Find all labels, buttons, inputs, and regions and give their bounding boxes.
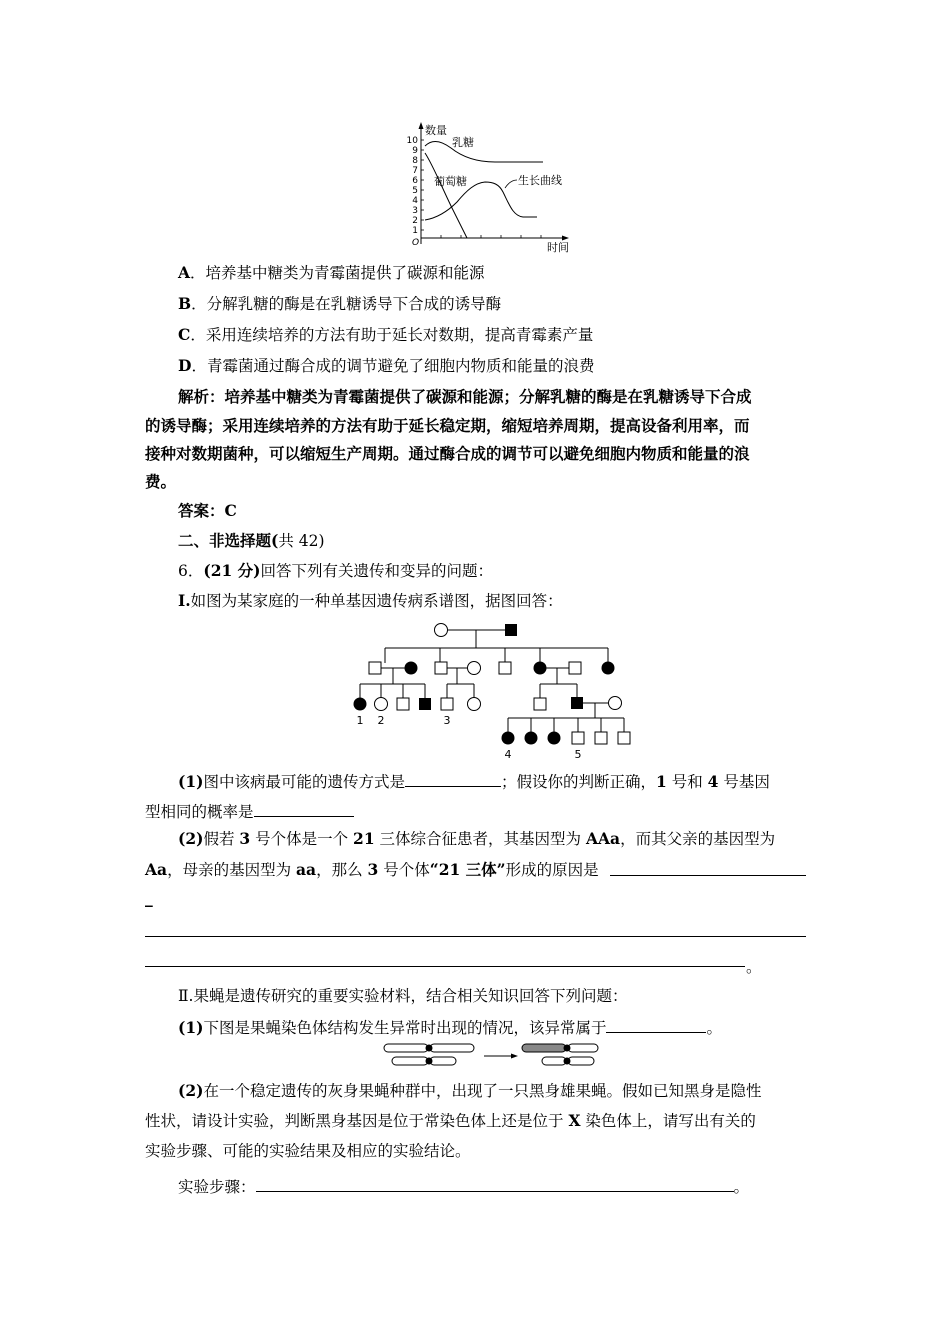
answer-blank-inheritance[interactable] <box>405 770 501 787</box>
answer-blank-steps[interactable] <box>256 1175 734 1192</box>
lactose-label: 乳糖 <box>452 136 474 149</box>
option-text: ．青霉菌通过酶合成的调节避免了细胞内物质和能量的浪费 <box>191 357 595 375</box>
sub-text: 形成的原因是 <box>505 861 599 879</box>
sub-number: (2) <box>178 1081 204 1100</box>
q-score: (21 分) <box>203 561 261 580</box>
p2-q2-line3 <box>145 1141 810 1161</box>
part2-intro <box>178 986 843 1006</box>
unaffected-male <box>441 698 453 710</box>
sub-num: 1 <box>655 772 667 791</box>
q-text: 回答下列有关遗传和变异的问题： <box>260 562 494 580</box>
option-c <box>178 325 843 345</box>
unaffected-female <box>468 698 481 711</box>
centromere <box>564 1045 570 1051</box>
experiment-steps-line <box>178 1175 843 1197</box>
individual-label-2: 2 <box>377 714 385 727</box>
sub-text: 染色体上，请写出有关的 <box>580 1112 756 1130</box>
analysis-line: 接种对数期菌种，可以缩短生产周期。通过酶合成的调节可以避免细胞内物质和能量的浪 <box>145 444 750 463</box>
sub-text: 号和 <box>666 773 708 791</box>
option-text: ．采用连续培养的方法有助于延长对数期，提高青霉素产量 <box>190 326 594 344</box>
unaffected-female <box>435 624 448 637</box>
sub-text: 在一个稳定遗传的灰身果蝇种群中，出现了一只黑身雄果蝇。假如已知黑身是隐性 <box>203 1082 762 1100</box>
sub-text: 性状，请设计实验，判断黑身基因是位于常染色体上还是位于 <box>145 1112 569 1130</box>
affected-female <box>534 662 547 675</box>
affected-female <box>525 732 538 745</box>
section-title-text: 二、非选择题( <box>178 531 279 550</box>
sub-text: 假若 <box>203 830 240 848</box>
period: 。 <box>733 1178 750 1196</box>
y-tick-label: 5 <box>412 186 418 196</box>
answer-blank-mutation-type[interactable] <box>606 1016 706 1033</box>
part1-intro <box>178 591 843 611</box>
option-a <box>178 263 843 283</box>
growth-label-pointer <box>505 180 517 188</box>
part-intro-text: 果蝇是遗传研究的重要实验材料，结合相关知识回答下列问题： <box>193 987 628 1005</box>
x-axis-arrow <box>562 236 569 241</box>
part-intro-text: 如图为某家庭的一种单基因遗传病系谱图，据图回答： <box>190 592 563 610</box>
answer: 答案：C <box>178 501 237 520</box>
analysis-line: 费。 <box>145 472 177 491</box>
p1-q2-line1 <box>178 829 843 849</box>
p2-q2-line1 <box>178 1081 843 1101</box>
affected-male <box>571 697 583 709</box>
sub-text: 下图是果蝇染色体结构发生异常时出现的情况，该异常属于 <box>203 1019 607 1037</box>
sub-text: 三体综合征患者，其基因型为 <box>374 830 586 848</box>
sub-num: 3 <box>367 860 379 879</box>
section-total: 共 42) <box>278 532 325 550</box>
sub-number: (1) <box>178 1018 204 1037</box>
analysis-line: 的诱导酶；采用连续培养的方法有助于延长稳定期，缩短培养周期，提高设备利用率，而 <box>145 416 750 435</box>
y-tick-label: 2 <box>412 216 418 226</box>
chromosome-arm <box>392 1057 428 1065</box>
glucose-curve <box>425 153 467 238</box>
p1-q1-line1 <box>178 770 843 792</box>
centromere <box>564 1058 570 1064</box>
y-axis-arrow <box>419 122 424 129</box>
option-d <box>178 356 843 376</box>
unaffected-female <box>468 662 481 675</box>
unaffected-male <box>595 732 607 744</box>
chromosome-arm <box>384 1044 428 1052</box>
sub-num: 4 <box>707 772 719 791</box>
option-letter: B <box>178 294 192 313</box>
lactose-curve <box>425 142 543 162</box>
p1-q1-line2 <box>145 800 810 822</box>
y-tick-label: 10 <box>406 136 418 146</box>
chromosome-arm <box>568 1057 594 1065</box>
sub-text: 图中该病最可能的遗传方式是 <box>203 773 405 791</box>
chromosome-arm <box>430 1044 474 1052</box>
chromosome-arm <box>542 1057 566 1065</box>
sub-text: 号基因 <box>718 773 770 791</box>
part-numeral: Ⅰ. <box>178 591 191 610</box>
sub-number: (1) <box>178 772 204 791</box>
sub-text: 型相同的概率是 <box>145 803 254 821</box>
chromosome-x: X <box>568 1111 581 1130</box>
sub-text: 实验步骤、可能的实验结果及相应的实验结论。 <box>145 1142 471 1160</box>
y-tick-label: 3 <box>412 206 418 216</box>
sugar-growth-graph <box>395 120 585 255</box>
centromere <box>426 1045 432 1051</box>
chromosome-arm <box>430 1057 456 1065</box>
arrow-head <box>511 1054 518 1059</box>
unaffected-male <box>369 662 381 674</box>
affected-female <box>405 662 418 675</box>
answer-blank-line[interactable] <box>145 936 806 937</box>
y-tick-label: 6 <box>412 176 418 186</box>
period: 。 <box>746 958 762 976</box>
sub-quote: “21 三体” <box>429 860 506 879</box>
y-tick-label: 4 <box>412 196 418 206</box>
y-tick-label: 7 <box>412 166 418 176</box>
sub-text: 号个体是一个 <box>250 830 354 848</box>
chromosome-arm <box>568 1044 598 1052</box>
unaffected-male <box>499 662 511 674</box>
individual-label-5: 5 <box>574 748 582 758</box>
unaffected-male <box>618 732 630 744</box>
affected-female <box>602 662 615 675</box>
sub-text: 号个体 <box>378 861 430 879</box>
question-6-header <box>178 561 843 581</box>
option-letter: C <box>178 325 191 344</box>
genotype: Aa <box>145 860 168 879</box>
q-number: 6． <box>178 562 204 580</box>
individual-label-4: 4 <box>504 748 512 758</box>
unaffected-male <box>435 662 447 674</box>
answer-blank-probability[interactable] <box>254 800 354 817</box>
glucose-label: 葡萄糖 <box>434 175 467 188</box>
pedigree-chart <box>350 618 640 758</box>
chromosome-arm-translocated <box>522 1044 566 1052</box>
period: 。 <box>706 1019 722 1037</box>
affected-male <box>419 698 431 710</box>
section-title <box>178 531 843 551</box>
steps-label: 实验步骤： <box>178 1178 256 1196</box>
unaffected-female <box>609 697 622 710</box>
origin-label: O <box>412 238 420 248</box>
unaffected-male <box>572 732 584 744</box>
y-tick-label: 8 <box>412 156 418 166</box>
option-text: ．培养基中糖类为青霉菌提供了碳源和能源 <box>190 264 485 282</box>
sub-text: ，而其父亲的基因型为 <box>620 830 776 848</box>
y-axis-label: 数量 <box>425 124 447 137</box>
p2-q1-line <box>178 1016 843 1038</box>
sub-number: (2) <box>178 829 204 848</box>
answer-blank-line[interactable] <box>610 875 806 876</box>
individual-label-1: 1 <box>356 714 364 727</box>
affected-female <box>548 732 561 745</box>
centromere <box>426 1058 432 1064</box>
p2-q2-line2 <box>145 1111 810 1131</box>
genotype: aa <box>296 860 317 879</box>
y-tick-label: 9 <box>412 146 418 156</box>
x-axis-label: 时间 <box>547 241 569 254</box>
sub-num: 3 <box>239 829 251 848</box>
unaffected-male <box>569 662 581 674</box>
p1-q2-line2 <box>145 860 810 880</box>
unaffected-male <box>397 698 409 710</box>
affected-female <box>354 698 367 711</box>
sub-text: ，母亲的基因型为 <box>167 861 297 879</box>
genotype: AAa <box>585 829 621 848</box>
sub-text: ；假设你的判断正确， <box>500 773 656 791</box>
unaffected-male <box>534 698 546 710</box>
chromosome-diagram <box>380 1040 605 1070</box>
analysis-line: 解析：培养基中糖类为青霉菌提供了碳源和能源；分解乳糖的酶是在乳糖诱导下合成 <box>178 387 752 406</box>
option-letter: D <box>178 356 192 375</box>
sub-text: ，那么 <box>316 861 368 879</box>
growth-label: 生长曲线 <box>518 174 562 187</box>
affected-male <box>505 624 517 636</box>
y-tick-label: 1 <box>412 226 418 236</box>
unaffected-female <box>375 698 388 711</box>
part-numeral: Ⅱ. <box>178 987 194 1005</box>
individual-label-3: 3 <box>443 714 451 727</box>
option-b <box>178 294 843 314</box>
option-text: ．分解乳糖的酶是在乳糖诱导下合成的诱导酶 <box>191 295 502 313</box>
option-letter: A <box>178 263 191 282</box>
affected-female <box>502 732 515 745</box>
underscore-mark: _ <box>145 888 153 907</box>
sub-num: 21 <box>353 829 375 848</box>
answer-blank-line[interactable] <box>145 966 745 967</box>
